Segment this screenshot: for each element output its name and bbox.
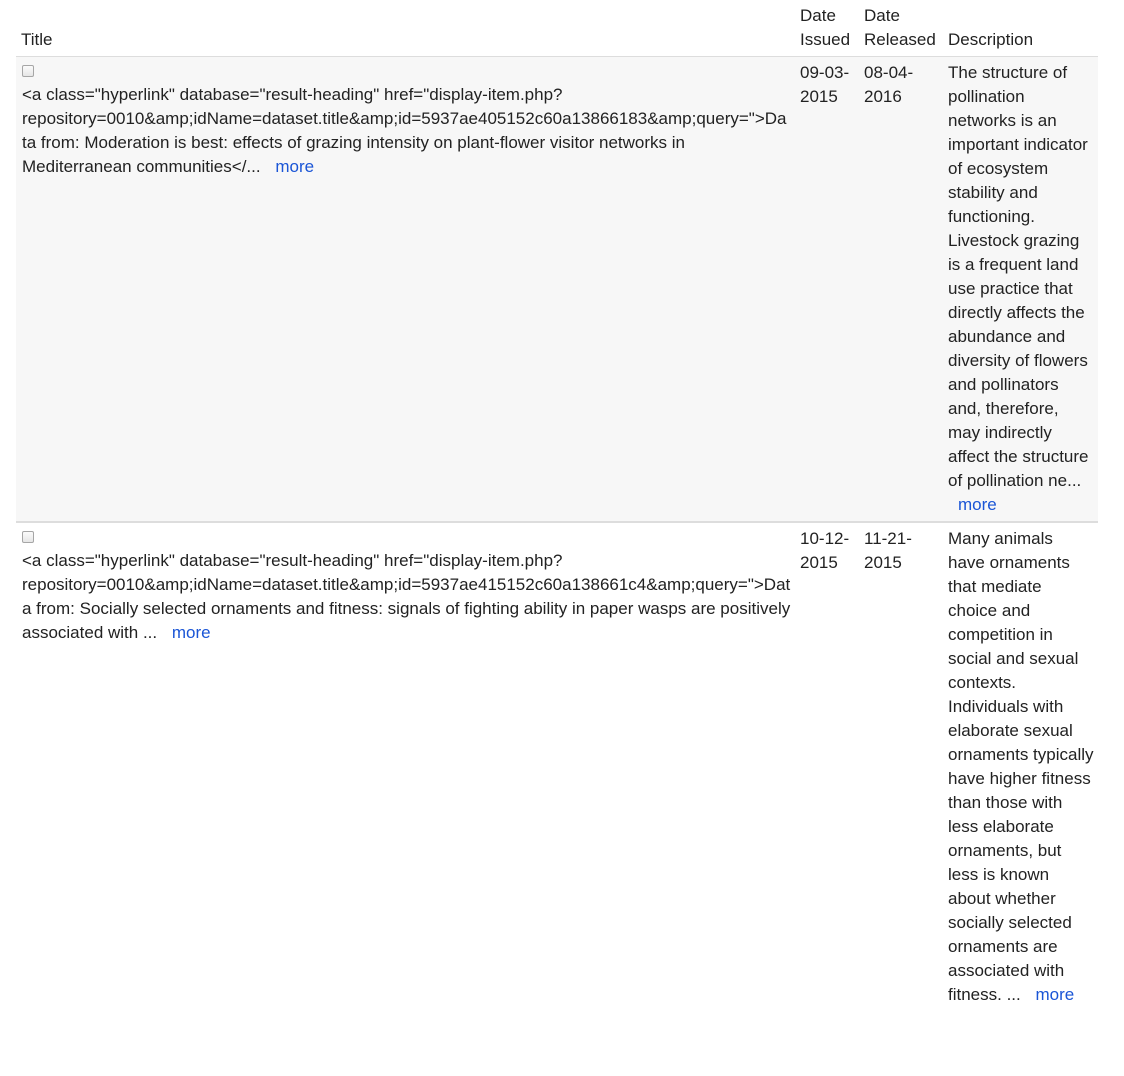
description-cell bbox=[943, 522, 1098, 1011]
date-released-cell: 08-04-2016 bbox=[859, 57, 943, 523]
date-issued-cell: 09-03-2015 bbox=[795, 57, 859, 523]
description-more-link[interactable]: more bbox=[958, 495, 997, 514]
result-title-text: <a class="hyperlink" database="result-heading" href="display-item.php?repository=0010&amp;idName=dataset.title&amp;id=5937ae415152c60a138661c4&amp;query=">Data from: Socially selected ornaments and fitness: signals of fighting ability in paper wasps are positively associated with ... bbox=[22, 551, 791, 642]
date-issued-cell: 10-12-2015 bbox=[800, 529, 850, 572]
row-select-checkbox[interactable] bbox=[22, 65, 34, 77]
description-text: The structure of pollination networks is an important indicator of ecosystem stability and functioning. Livestock grazing is a frequent land use practice that directly affects the abundance and diversity of flowers and pollinators and, therefore, may indirectly affect the structure of pollination ne... bbox=[948, 63, 1089, 490]
results-table-header bbox=[16, 4, 1098, 57]
result-title-text: <a class="hyperlink" database="result-heading" href="display-item.php?repository=0010&amp;idName=dataset.title&amp;id=5937ae405152c60a13866183&amp;query=">Data from: Moderation is best: effects of grazing intensity on plant-flower visitor networks in Mediterranean communities</... bbox=[22, 85, 787, 176]
column-header-date-released: Date Released bbox=[859, 4, 943, 57]
header-row bbox=[16, 4, 1098, 57]
results-table-body bbox=[16, 57, 1098, 1012]
title-more-link[interactable]: more bbox=[275, 157, 315, 176]
table-row bbox=[16, 57, 1098, 523]
date-released-cell: 11-21-2015 bbox=[864, 529, 912, 572]
column-header-description: Description bbox=[943, 4, 1098, 57]
column-header-title: Title bbox=[16, 4, 795, 57]
description-more-link[interactable]: more bbox=[1035, 985, 1075, 1004]
column-header-date-issued: Date Issued bbox=[795, 4, 859, 57]
description-cell bbox=[943, 57, 1098, 523]
title-cell bbox=[16, 57, 795, 523]
row-select-checkbox[interactable] bbox=[22, 531, 34, 543]
title-cell bbox=[16, 522, 795, 1011]
table-row bbox=[16, 522, 1098, 1011]
title-more-link[interactable]: more bbox=[171, 623, 211, 642]
description-text: Many animals have ornaments that mediate choice and competition in social and sexual contexts. Individuals with elaborate sexual ornaments typically have higher fitness than those with less elaborate ornaments, but less is known about whether socially selected ornaments are associated with fitness. ... bbox=[948, 529, 1094, 1004]
results-table bbox=[16, 4, 1098, 1011]
